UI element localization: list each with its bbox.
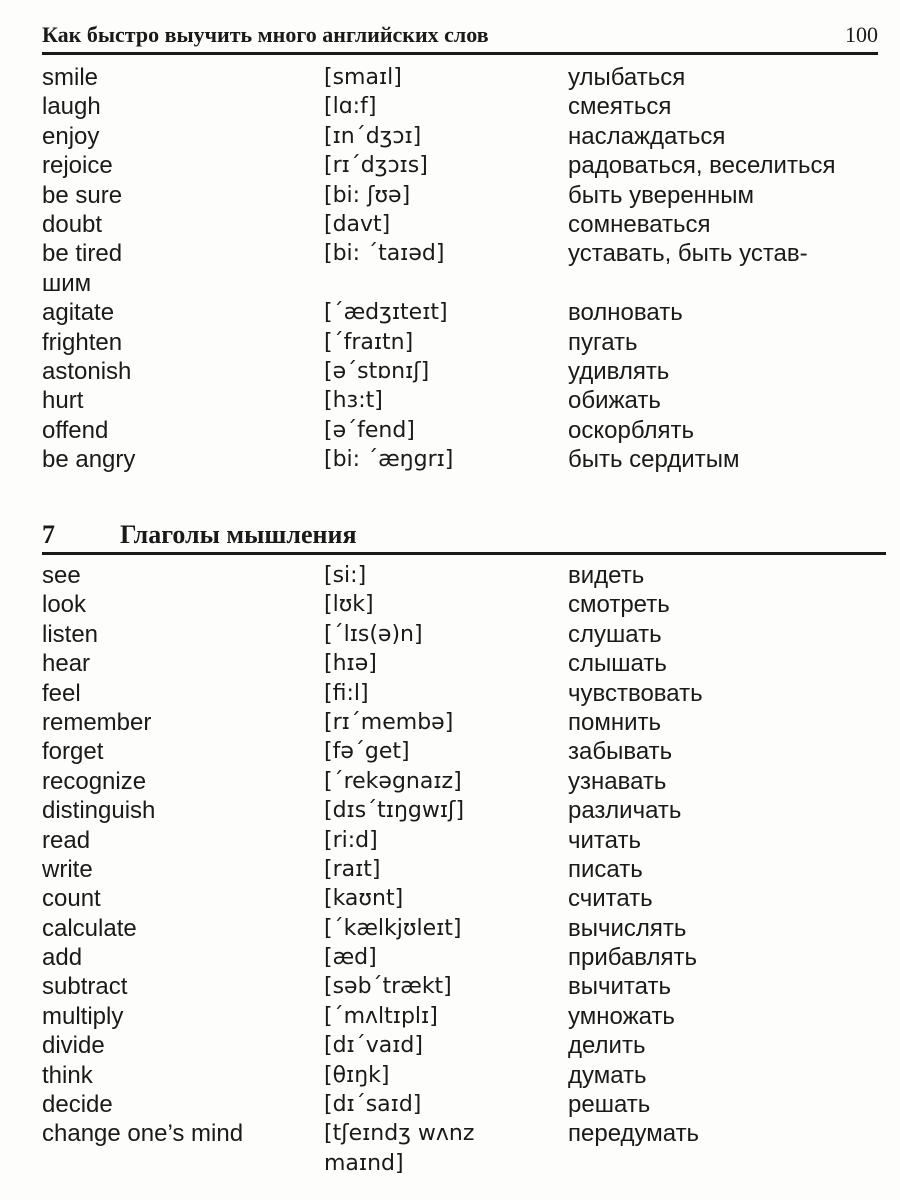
word-entry (42, 151, 882, 180)
transcription: [dɪˊsaɪd] (324, 1092, 422, 1118)
word-entry (42, 181, 882, 210)
transcription: [tʃeɪndʒ wʌnz maɪnd] (324, 1121, 475, 1176)
word-entry (42, 416, 882, 445)
transcription: [hɜ:t] (324, 388, 383, 414)
transcription: [hɪə] (324, 651, 377, 677)
word-entry (42, 1119, 882, 1178)
transcription: [rɪˊdʒɔɪs] (324, 153, 428, 179)
transcription: [davt] (324, 211, 391, 237)
word-entry (42, 298, 882, 327)
russian-translation: передумать (568, 1120, 700, 1148)
transcription: [raɪt] (324, 856, 381, 882)
english-word: smile (42, 64, 99, 91)
russian-translation: думать (568, 1061, 647, 1089)
russian-translation: помнить (568, 708, 661, 736)
english-word: look (42, 591, 87, 619)
transcription: [rɪˊmembə] (324, 709, 454, 735)
russian-translation: уставать, быть устав- (568, 240, 808, 268)
word-entry (42, 855, 882, 884)
russian-translation: оскорблять (568, 416, 694, 444)
word-entry (42, 357, 882, 386)
transcription: [ɪnˊdʒɔɪ] (324, 123, 422, 149)
word-entry (42, 386, 882, 415)
russian-translation: решать (568, 1091, 651, 1119)
english-word: be sure (42, 181, 123, 209)
english-word: hurt (42, 387, 84, 415)
russian-translation: считать (568, 885, 653, 913)
transcription: [dɪˊvaɪd] (324, 1033, 423, 1059)
transcription: [lʊk] (324, 592, 374, 618)
english-word: agitate (42, 299, 115, 327)
russian-translation: сомневаться (568, 210, 711, 238)
russian-translation: вычислять (568, 914, 687, 942)
word-entry (42, 445, 882, 474)
word-entry (42, 708, 882, 737)
english-word: frighten (42, 328, 123, 356)
page-number: 100 (845, 22, 878, 47)
english-word: be tired шим (42, 240, 123, 297)
word-entry (42, 737, 882, 766)
english-word: change one’s mind (42, 1120, 244, 1148)
russian-translation: волновать (568, 299, 683, 327)
transcription: [səbˊtrækt] (324, 974, 452, 1000)
transcription: [bi: ˊæŋgrɪ] (324, 447, 454, 473)
word-entry (42, 239, 882, 298)
english-word: forget (42, 738, 104, 766)
english-word: divide (42, 1032, 105, 1060)
russian-translation: читать (568, 826, 641, 854)
english-word: be angry (42, 446, 136, 474)
russian-translation: умножать (568, 1002, 675, 1030)
russian-translation: улыбаться (568, 64, 686, 91)
russian-translation: обижать (568, 387, 661, 415)
english-word: hear (42, 650, 91, 678)
english-word: subtract (42, 973, 128, 1001)
word-entry (42, 826, 882, 855)
russian-translation: смотреть (568, 591, 670, 619)
english-word: decide (42, 1091, 113, 1119)
english-word: read (42, 826, 91, 854)
english-word: doubt (42, 210, 103, 238)
word-entry (42, 210, 882, 239)
transcription: [ri:d] (324, 827, 378, 853)
word-entry (42, 620, 882, 649)
transcription: [fi:l] (324, 680, 369, 706)
section-number: 7 (42, 520, 55, 549)
transcription: [bi: ˊtaɪəd] (324, 241, 445, 267)
word-entry (42, 590, 882, 619)
english-word: enjoy (42, 122, 100, 150)
word-entry (42, 767, 882, 796)
transcription: [dɪsˊtɪŋgwɪʃ] (324, 798, 465, 824)
english-word: count (42, 885, 101, 913)
transcription: [kaʊnt] (324, 886, 404, 912)
english-word: write (42, 855, 93, 883)
word-entry (42, 122, 882, 151)
russian-translation: слушать (568, 620, 662, 648)
transcription: [smaɪl] (324, 65, 402, 90)
english-word: think (42, 1061, 93, 1089)
english-word: astonish (42, 357, 132, 385)
russian-translation: слышать (568, 650, 667, 678)
russian-translation: узнавать (568, 767, 667, 795)
word-entry (42, 561, 882, 590)
word-entry (42, 63, 882, 92)
transcription: [ˊædʒɪteɪt] (324, 300, 448, 326)
transcription: [si:] (324, 563, 367, 588)
english-word: laugh (42, 93, 101, 121)
english-word: remember (42, 708, 152, 736)
russian-translation: пугать (568, 328, 638, 356)
section-title: Глаголы мышления (120, 520, 357, 549)
russian-translation: видеть (568, 562, 645, 589)
transcription: [æd] (324, 945, 377, 971)
word-entry (42, 1031, 882, 1060)
word-entry (42, 1002, 882, 1031)
russian-translation: вычитать (568, 973, 671, 1001)
russian-translation: быть сердитым (568, 446, 740, 474)
word-entry (42, 679, 882, 708)
russian-translation: смеяться (568, 93, 672, 121)
russian-translation: наслаждаться (568, 122, 726, 150)
running-head (42, 12, 878, 55)
english-word: add (42, 944, 83, 972)
word-entry (42, 972, 882, 1001)
english-word: multiply (42, 1002, 124, 1030)
transcription: [ˊmʌltɪplɪ] (324, 1003, 438, 1029)
transcription: [ˊkælkjʊleɪt] (324, 915, 462, 941)
book-title: Как быстро выучить много английских слов (42, 22, 489, 47)
emotion-verbs-list (42, 63, 882, 474)
russian-translation: делить (568, 1032, 646, 1060)
transcription: [ˊlɪs(ə)n] (324, 621, 423, 647)
transcription: [əˊstɒnɪʃ] (324, 358, 430, 384)
word-entry (42, 943, 882, 972)
english-word: recognize (42, 767, 147, 795)
transcription: [əˊfend] (324, 417, 415, 443)
english-word: feel (42, 679, 81, 707)
russian-translation: удивлять (568, 357, 670, 385)
english-word: offend (42, 416, 109, 444)
thinking-verbs-list (42, 561, 882, 1178)
word-entry (42, 796, 882, 825)
russian-translation: чувствовать (568, 679, 703, 707)
word-entry (42, 1090, 882, 1119)
russian-translation: забывать (568, 738, 673, 766)
english-word: listen (42, 620, 99, 648)
russian-translation: быть уверенным (568, 181, 754, 209)
english-word: distinguish (42, 797, 156, 825)
word-entry (42, 328, 882, 357)
transcription: [lɑ:f] (324, 94, 377, 120)
transcription: [ˊfraɪtn] (324, 329, 414, 355)
english-word: see (42, 562, 81, 589)
russian-translation: различать (568, 797, 682, 825)
word-entry (42, 649, 882, 678)
transcription: [fəˊget] (324, 739, 410, 765)
word-entry (42, 884, 882, 913)
russian-translation: прибавлять (568, 944, 697, 972)
english-word: rejoice (42, 152, 113, 180)
transcription: [ˊrekəgnaɪz] (324, 768, 462, 794)
word-entry (42, 914, 882, 943)
transcription: [bi: ʃʊə] (324, 182, 411, 208)
word-entry (42, 92, 882, 121)
russian-translation: радоваться, веселиться (568, 152, 836, 180)
word-entry (42, 1061, 882, 1090)
transcription: [θɪŋk] (324, 1062, 390, 1088)
english-word: calculate (42, 914, 137, 942)
section-heading (42, 516, 886, 555)
russian-translation: писать (568, 855, 643, 883)
